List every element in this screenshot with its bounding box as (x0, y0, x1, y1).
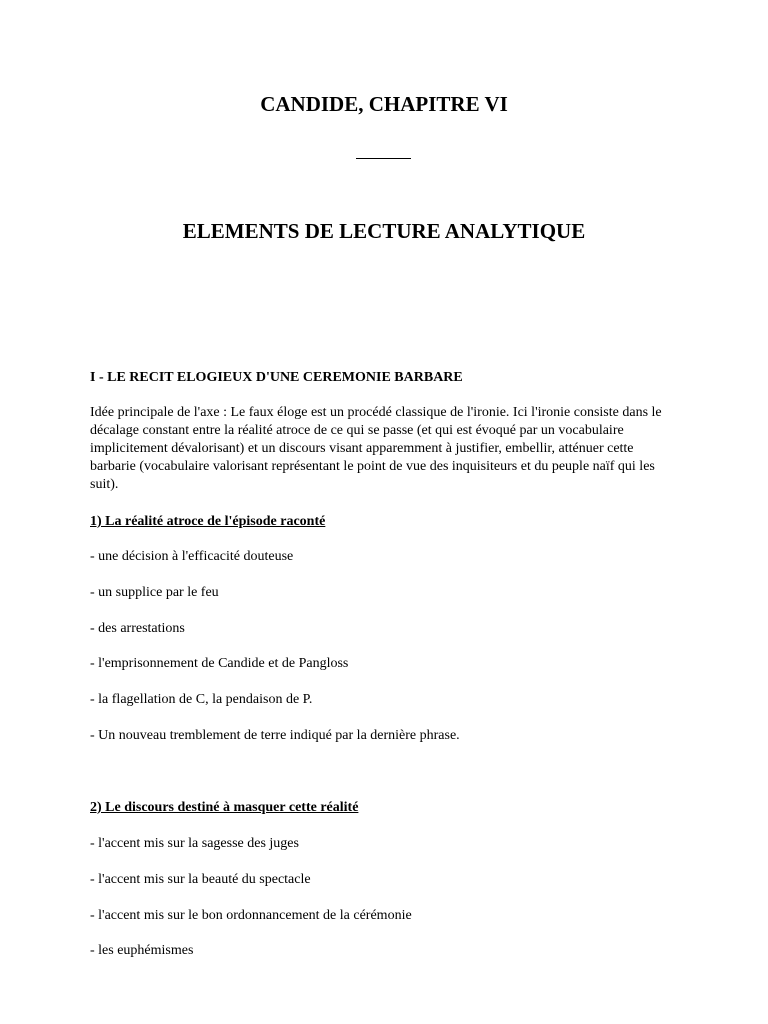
list-item: - l'accent mis sur la sagesse des juges (90, 836, 299, 851)
list-item: - l'emprisonnement de Candide et de Pangloss (90, 656, 349, 671)
list-item: - Un nouveau tremblement de terre indiqué par la dernière phrase. (90, 728, 460, 743)
document-title: CANDIDE, CHAPITRE VI (260, 92, 508, 116)
list-item: - la flagellation de C, la pendaison de P. (90, 692, 313, 707)
title-separator-line (356, 158, 411, 159)
part2-heading: 2) Le discours destiné à masquer cette réalité (90, 800, 359, 815)
list-item: - des arrestations (90, 621, 185, 636)
part1-heading: 1) La réalité atroce de l'épisode raconté (90, 514, 326, 529)
list-item: - une décision à l'efficacité douteuse (90, 549, 294, 564)
intro-paragraph: Idée principale de l'axe : Le faux éloge est un procédé classique de l'ironie. Ici l'ironie consiste dans le décalage constant entre la réalité atroce de ce qui se passe (et qui est évoqué par un vocabulaire implicitement dévalorisant) et un discours visant apparemment à justifier, embellir, atténuer cette barbarie (vocabulaire valorisant représentant le point de vue des inquisiteurs et du peuple naïf qui les suit). (90, 405, 662, 492)
list-item: - un supplice par le feu (90, 585, 219, 600)
document-subtitle: ELEMENTS DE LECTURE ANALYTIQUE (182, 219, 586, 243)
list-item: - l'accent mis sur la beauté du spectacle (90, 872, 311, 887)
list-item: - les euphémismes (90, 943, 194, 958)
list-item: - l'accent mis sur le bon ordonnancement de la cérémonie (90, 908, 412, 923)
section-heading: I - LE RECIT ELOGIEUX D'UNE CEREMONIE BARBARE (90, 370, 463, 385)
